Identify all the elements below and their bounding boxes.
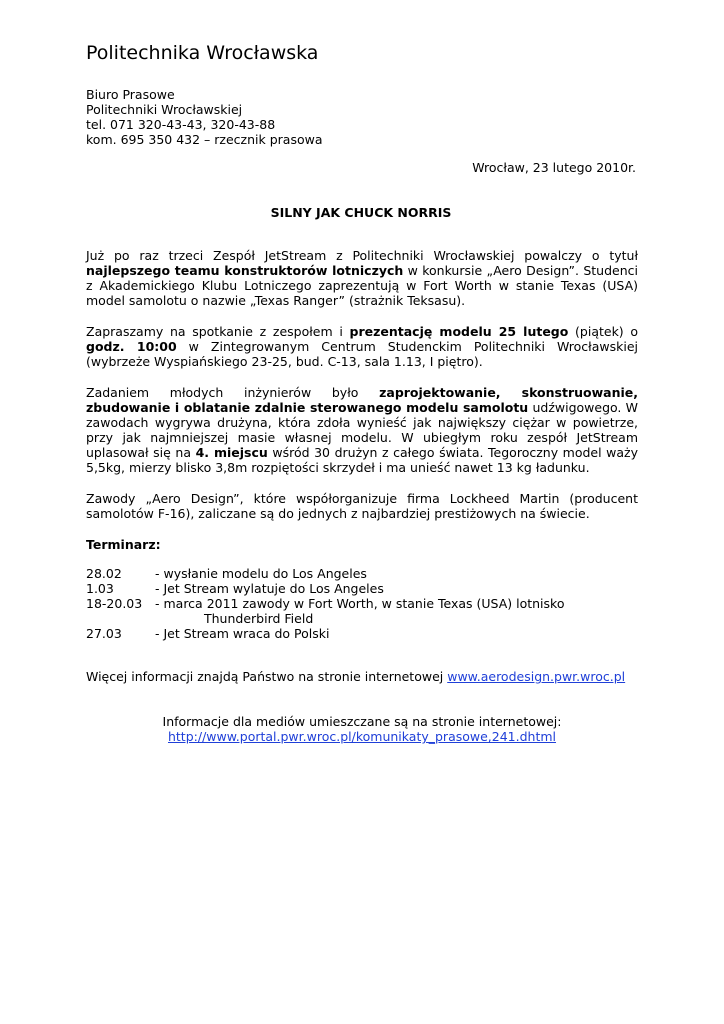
p2-text-e: w Zintegrowanym Centrum Studenckim Politechniki Wrocławskiej (wybrzeże Wyspiańskiego 23-25, bud. C-13, sala 1.13, I piętro). <box>86 339 639 369</box>
p1-text-c: w konkursie „Aero Design”. Studenci z Akademickiego Klubu Lotniczego zaprezentują w Fort Worth w stanie Texas (USA) model samolotu o nazwie „Texas Ranger” (strażnik Teksasu). <box>86 263 638 308</box>
contact-line-university: Politechniki Wrocławskiej <box>86 102 243 117</box>
schedule-date: 1.03 <box>86 581 114 596</box>
aerodesign-link[interactable]: www.aerodesign.pwr.wroc.pl <box>447 669 626 684</box>
paragraph-competition: Zawody „Aero Design”, które współorganizuje firma Lockheed Martin (producent samolotów F-16), zaliczane są do jednych z najbardziej prestiżowych na świecie. <box>86 491 638 521</box>
schedule-text: - marca 2011 zawody w Fort Worth, w stanie Texas (USA) lotnisko <box>155 596 565 611</box>
p3-text-c: udźwigowego. W zawodach wygrywa drużyna, która zdoła wynieść jak największy ciężar w powietrze, przy jak najmniejszej masie własnej modelu. W ubiegłym roku zespół JetStream uplasował się na <box>86 400 638 460</box>
p3-bold-place: 4. miejscu <box>195 445 268 460</box>
contact-line-office: Biuro Prasowe <box>86 87 175 102</box>
headline: SILNY JAK CHUCK NORRIS <box>270 205 452 220</box>
schedule-text: - Jet Stream wraca do Polski <box>155 626 330 641</box>
schedule-text-continuation: Thunderbird Field <box>204 611 314 626</box>
date-place: Wrocław, 23 lutego 2010r. <box>472 160 636 175</box>
paragraph-intro <box>86 248 638 308</box>
media-info-footer <box>86 714 638 744</box>
schedule-row <box>86 626 638 641</box>
p3-text-a: Zadaniem młodych inżynierów było <box>86 385 380 400</box>
more-info-text: Więcej informacji znajdą Państwo na stronie internetowej <box>86 669 448 684</box>
university-title: Politechnika Wrocławska <box>86 42 319 64</box>
contact-line-mobile: kom. 695 350 432 – rzecznik prasowa <box>86 132 323 147</box>
p2-text-c: (piątek) o <box>568 324 639 339</box>
schedule-heading: Terminarz: <box>86 537 161 552</box>
schedule-row <box>86 581 638 596</box>
press-releases-link[interactable]: http://www.portal.pwr.wroc.pl/komunikaty_prasowe,241.dhtml <box>167 729 557 744</box>
p2-bold-time: godz. 10:00 <box>86 339 177 354</box>
paragraph-task <box>86 385 638 475</box>
p1-bold: najlepszego teamu konstruktorów lotniczych <box>86 263 404 278</box>
p1-text-a: Już po raz trzeci Zespół JetStream z Politechniki Wrocławskiej powalczy o tytuł <box>86 248 638 263</box>
schedule-date: 18-20.03 <box>86 596 143 611</box>
p2-bold-event: prezentację modelu 25 lutego <box>349 324 569 339</box>
schedule-date: 27.03 <box>86 626 122 641</box>
press-office-contact <box>86 87 606 147</box>
media-info-text: Informacje dla mediów umieszczane są na stronie internetowej: <box>162 714 562 729</box>
schedule-date: 28.02 <box>86 566 122 581</box>
more-info-line <box>86 669 625 684</box>
schedule-row <box>86 596 638 611</box>
schedule-list <box>86 566 638 641</box>
p3-bold-task: zaprojektowanie, skonstruowanie, zbudowanie i oblatanie zdalnie sterowanego modelu samolotu <box>86 385 638 415</box>
schedule-row <box>86 566 638 581</box>
contact-line-phone: tel. 071 320-43-43, 320-43-88 <box>86 117 276 132</box>
p2-text-a: Zapraszamy na spotkanie z zespołem i <box>86 324 350 339</box>
paragraph-invitation <box>86 324 638 369</box>
p3-text-e: wśród 30 drużyn z całego świata. Tegoroczny model waży 5,5kg, mierzy blisko 3,8m rozpiętości skrzydeł i ma unieść nawet 13 kg ładunku. <box>86 445 638 475</box>
schedule-text: - wysłanie modelu do Los Angeles <box>155 566 367 581</box>
schedule-text: - Jet Stream wylatuje do Los Angeles <box>155 581 384 596</box>
